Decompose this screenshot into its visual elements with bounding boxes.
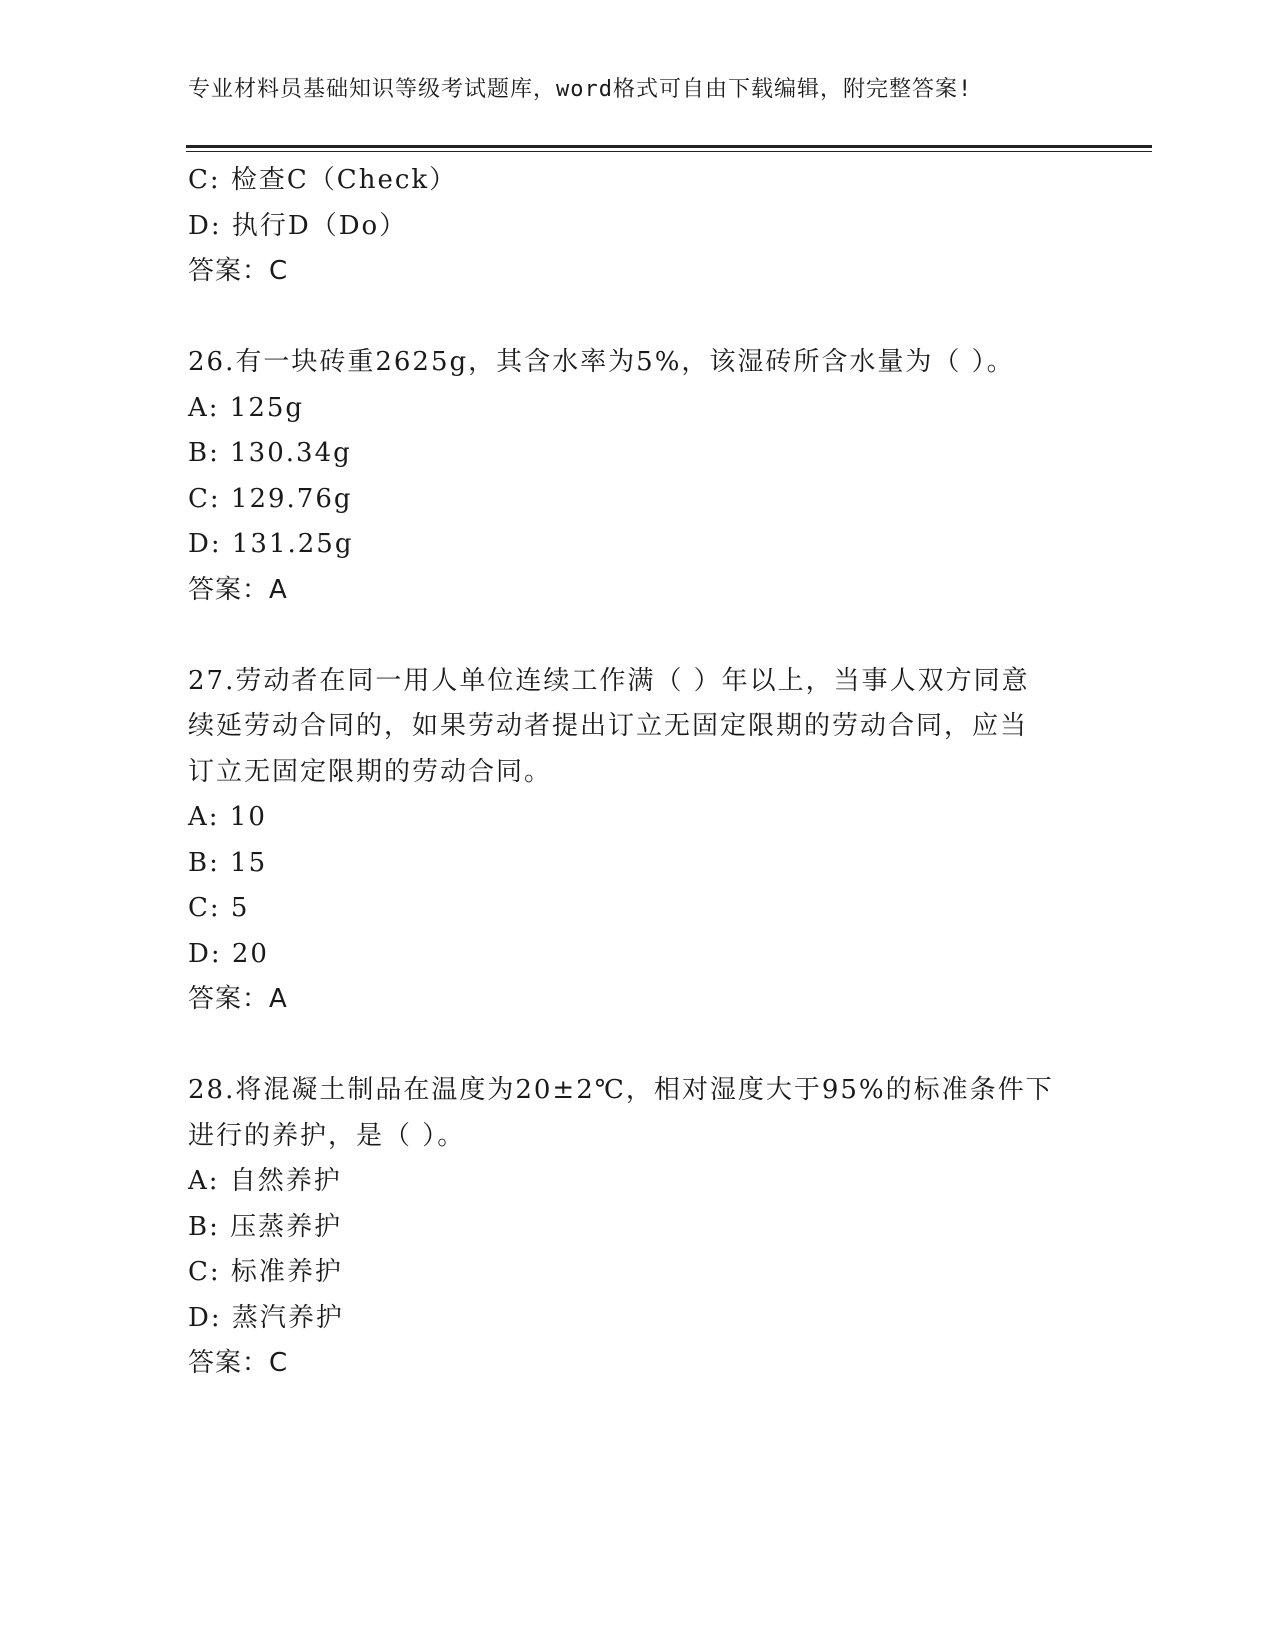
option-a: A: 10 (188, 802, 267, 832)
option-c: C: 5 (188, 893, 250, 923)
answer-label: 答案：A (188, 574, 288, 605)
option-c: C: 129.76g (188, 483, 353, 514)
option-d: D: 131.25g (188, 529, 354, 559)
option-d: D: 20 (188, 938, 269, 969)
option-a: A: 125g (188, 392, 305, 423)
option-d: D: 蒸汽养护 (188, 1302, 344, 1333)
option-c: C: 检查C（Check） (188, 165, 458, 195)
question-27 (188, 659, 1068, 1023)
option-a: A: 自然养护 (188, 1166, 342, 1196)
question-stem-line: 订立无固定限期的劳动合同。 (188, 756, 553, 787)
header-rule-thin (186, 151, 1152, 152)
question-28 (188, 1068, 1068, 1387)
question-stem: 26.有一块砖重2625g，其含水率为5%，该湿砖所含水量为（ ）。 (188, 347, 1015, 377)
answer-label: 答案：C (188, 1348, 289, 1378)
question-25 (188, 158, 1068, 295)
header-rule-thick (186, 145, 1152, 148)
option-b: B: 15 (188, 847, 268, 878)
page-header: 专业材料员基础知识等级考试题库，word格式可自由下载编辑，附完整答案! (188, 77, 973, 102)
question-list (188, 158, 1068, 1387)
question-stem-line: 28.将混凝土制品在温度为20±2℃，相对湿度大于95%的标准条件下 (188, 1075, 1054, 1105)
option-b: B: 130.34g (188, 438, 352, 468)
answer-label: 答案：A (188, 984, 288, 1014)
option-b: B: 压蒸养护 (188, 1211, 343, 1242)
question-stem-line: 进行的养护，是（ ）。 (188, 1120, 466, 1151)
answer-label: 答案：C (188, 256, 289, 286)
question-26 (188, 340, 1068, 613)
option-d: D: 执行D（Do） (188, 210, 408, 241)
question-stem-line: 续延劳动合同的，如果劳动者提出订立无固定限期的劳动合同，应当 (188, 711, 1029, 741)
option-c: C: 标准养护 (188, 1257, 343, 1287)
question-stem-line: 27.劳动者在同一用人单位连续工作满（ ）年以上，当事人双方同意 (188, 665, 1030, 696)
